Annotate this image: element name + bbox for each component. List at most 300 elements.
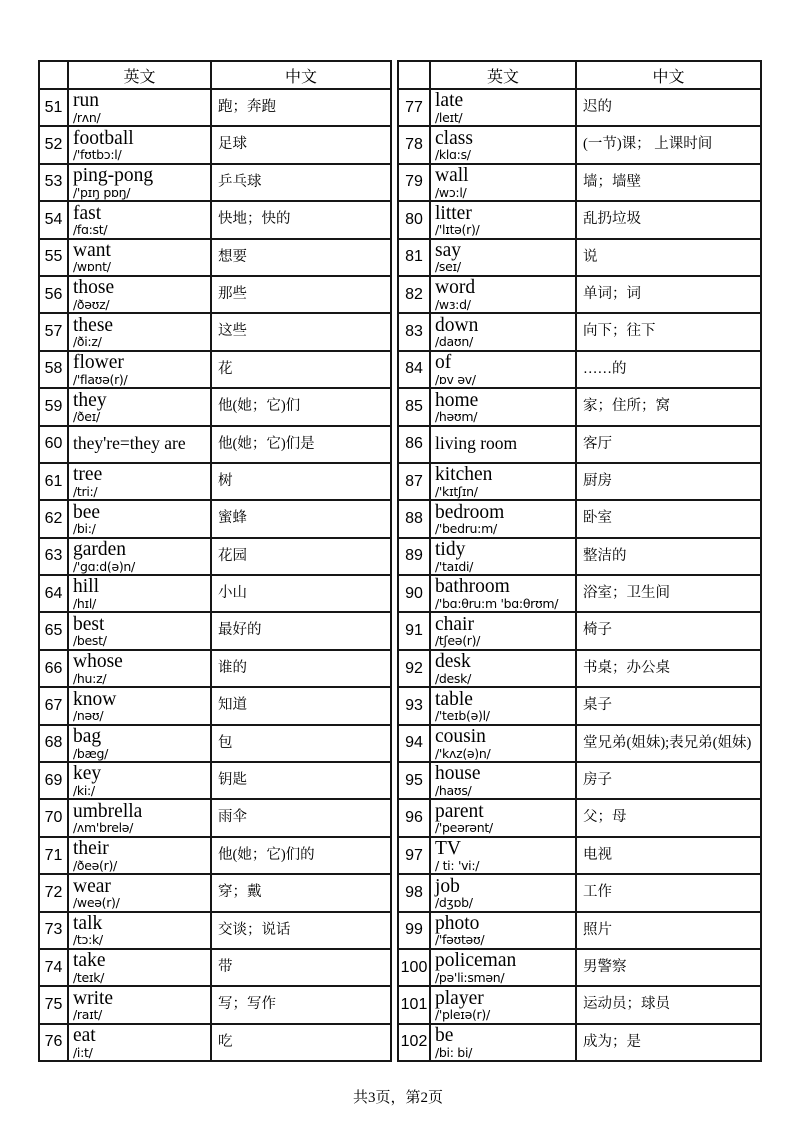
table-row <box>398 874 761 911</box>
row-number: 74 <box>39 949 68 986</box>
row-number: 88 <box>398 500 430 537</box>
table-row <box>39 575 391 612</box>
chinese-translation: 足球 <box>211 126 391 163</box>
row-number: 75 <box>39 986 68 1023</box>
english-word: write <box>73 987 114 1009</box>
english-word: garden <box>73 539 127 561</box>
table-row <box>398 1024 761 1061</box>
english-cell <box>430 837 576 874</box>
row-number: 52 <box>39 126 68 163</box>
header-chinese: 中文 <box>576 61 761 89</box>
english-word: run <box>73 90 99 112</box>
vocabulary-tables <box>38 60 762 1062</box>
english-word: know <box>73 688 117 710</box>
english-word: cousin <box>435 726 486 748</box>
chinese-translation: 成为；是 <box>576 1024 761 1061</box>
table-row <box>398 912 761 949</box>
phonetic-transcription: /rʌn/ <box>73 109 101 125</box>
english-cell <box>430 687 576 724</box>
english-word: of <box>435 352 452 374</box>
table-row <box>39 89 391 126</box>
table-row <box>39 650 391 687</box>
english-word: key <box>73 763 102 785</box>
header-chinese: 中文 <box>211 61 391 89</box>
chinese-translation: 花 <box>211 351 391 388</box>
english-cell <box>430 164 576 201</box>
chinese-translation: 快地；快的 <box>211 201 391 238</box>
english-cell <box>68 575 211 612</box>
chinese-translation: 雨伞 <box>211 799 391 836</box>
row-number: 62 <box>39 500 68 537</box>
table-row <box>398 89 761 126</box>
chinese-translation: (一节)课； 上课时间 <box>576 126 761 163</box>
table-row <box>39 201 391 238</box>
row-number: 51 <box>39 89 68 126</box>
english-cell <box>68 239 211 276</box>
phonetic-transcription: /ði:z/ <box>73 334 102 350</box>
table-row <box>398 351 761 388</box>
phonetic-transcription: /bæg/ <box>73 745 109 761</box>
english-word: their <box>73 838 109 860</box>
row-number: 98 <box>398 874 430 911</box>
chinese-translation: 交谈；说话 <box>211 912 391 949</box>
english-cell <box>68 276 211 313</box>
table-row <box>39 126 391 163</box>
table-row <box>398 725 761 762</box>
chinese-translation: 谁的 <box>211 650 391 687</box>
table-row <box>39 426 391 463</box>
phonetic-transcription: /wɒnt/ <box>73 259 111 275</box>
english-cell <box>68 538 211 575</box>
english-word: table <box>435 688 473 710</box>
english-cell <box>430 1024 576 1061</box>
english-cell <box>68 1024 211 1061</box>
chinese-translation: 带 <box>211 949 391 986</box>
english-cell <box>68 725 211 762</box>
chinese-translation: 堂兄弟(姐妹);表兄弟(姐妹) <box>576 725 761 762</box>
row-number: 93 <box>398 687 430 724</box>
chinese-translation: 小山 <box>211 575 391 612</box>
english-word: job <box>435 875 460 897</box>
row-number: 85 <box>398 388 430 425</box>
english-cell <box>430 126 576 163</box>
english-cell <box>68 612 211 649</box>
table-row <box>398 126 761 163</box>
chinese-translation: 他(她；它)们 <box>211 388 391 425</box>
table-row <box>39 500 391 537</box>
english-cell <box>430 276 576 313</box>
header-row <box>39 61 391 89</box>
phonetic-transcription: /ʌm'brelə/ <box>73 820 134 836</box>
table-row <box>398 463 761 500</box>
row-number: 57 <box>39 313 68 350</box>
row-number: 71 <box>39 837 68 874</box>
phonetic-transcription: /bi:/ <box>73 521 96 537</box>
row-number: 54 <box>39 201 68 238</box>
row-number: 99 <box>398 912 430 949</box>
row-number: 95 <box>398 762 430 799</box>
row-number: 83 <box>398 313 430 350</box>
table-row <box>398 687 761 724</box>
phonetic-transcription: /'bedru:m/ <box>435 521 497 537</box>
chinese-translation: 电视 <box>576 837 761 874</box>
table-row <box>39 276 391 313</box>
table-row <box>398 612 761 649</box>
english-cell <box>430 500 576 537</box>
phonetic-transcription: /'kɪtʃɪn/ <box>435 483 478 499</box>
phonetic-transcription: /daʊn/ <box>435 334 473 350</box>
phonetic-transcription: /desk/ <box>435 670 471 686</box>
english-cell <box>430 874 576 911</box>
chinese-translation: 吃 <box>211 1024 391 1061</box>
english-cell <box>68 650 211 687</box>
table-row <box>39 612 391 649</box>
english-word: down <box>435 314 479 336</box>
english-cell <box>68 164 211 201</box>
phonetic-transcription: /ðəʊz/ <box>73 296 110 312</box>
table-row <box>39 837 391 874</box>
phonetic-transcription: /'flaʊə(r)/ <box>73 371 128 387</box>
phonetic-transcription: /dʒɒb/ <box>435 895 473 911</box>
english-cell <box>68 426 211 463</box>
english-word: ping-pong <box>73 165 154 187</box>
chinese-translation: 向下；往下 <box>576 313 761 350</box>
row-number: 86 <box>398 426 430 463</box>
table-row <box>39 949 391 986</box>
phonetic-transcription: /raɪt/ <box>73 1007 102 1023</box>
english-word: whose <box>73 651 123 673</box>
header-english: 英文 <box>68 61 211 89</box>
chinese-translation: 父；母 <box>576 799 761 836</box>
english-word: TV <box>435 838 461 860</box>
english-cell <box>68 388 211 425</box>
english-word: parent <box>435 800 484 822</box>
table-row <box>398 201 761 238</box>
row-number: 73 <box>39 912 68 949</box>
row-number: 87 <box>398 463 430 500</box>
english-cell <box>430 650 576 687</box>
chinese-translation: 穿；戴 <box>211 874 391 911</box>
phonetic-transcription: /teɪk/ <box>73 969 105 985</box>
chinese-translation: 乱扔垃圾 <box>576 201 761 238</box>
row-number: 84 <box>398 351 430 388</box>
english-word: best <box>73 613 105 635</box>
phonetic-transcription: /wɔ:l/ <box>435 184 467 200</box>
english-cell <box>68 500 211 537</box>
table-row <box>39 912 391 949</box>
row-number: 78 <box>398 126 430 163</box>
row-number: 64 <box>39 575 68 612</box>
phonetic-transcription: /tri:/ <box>73 483 98 499</box>
english-word: photo <box>435 912 480 934</box>
row-number: 56 <box>39 276 68 313</box>
english-cell <box>430 201 576 238</box>
phonetic-transcription: /i:t/ <box>73 1044 93 1060</box>
table-row <box>39 1024 391 1061</box>
chinese-translation: 照片 <box>576 912 761 949</box>
english-word: class <box>435 127 473 149</box>
table-row <box>398 538 761 575</box>
chinese-translation: 写；写作 <box>211 986 391 1023</box>
english-word: bathroom <box>435 576 510 598</box>
row-number: 100 <box>398 949 430 986</box>
phonetic-transcription: /nəʊ/ <box>73 708 104 724</box>
english-word: be <box>435 1025 454 1047</box>
phonetic-transcription: /'fəʊtəʊ/ <box>435 932 485 948</box>
row-number: 67 <box>39 687 68 724</box>
phonetic-transcription: /weə(r)/ <box>73 895 120 911</box>
table-row <box>398 500 761 537</box>
row-number: 79 <box>398 164 430 201</box>
phonetic-transcription: /fɑ:st/ <box>73 222 108 238</box>
english-word: want <box>73 239 111 261</box>
row-number: 102 <box>398 1024 430 1061</box>
table-row <box>398 426 761 463</box>
phonetic-transcription: / ti: 'vi:/ <box>435 857 480 873</box>
phonetic-transcription: /hu:z/ <box>73 670 107 686</box>
english-word: litter <box>435 202 472 224</box>
table-row <box>39 351 391 388</box>
row-number: 70 <box>39 799 68 836</box>
english-cell <box>68 201 211 238</box>
english-cell <box>430 426 576 463</box>
vocab-table-left <box>38 60 392 1062</box>
table-row <box>39 986 391 1023</box>
table-row <box>398 276 761 313</box>
chinese-translation: 包 <box>211 725 391 762</box>
row-number: 69 <box>39 762 68 799</box>
phonetic-transcription: /leɪt/ <box>435 109 463 125</box>
chinese-translation: 家；住所；窝 <box>576 388 761 425</box>
phonetic-transcription: /ɒv əv/ <box>435 371 476 387</box>
table-row <box>39 463 391 500</box>
english-word: football <box>73 127 134 149</box>
row-number: 77 <box>398 89 430 126</box>
phonetic-transcription: /'fʊtbɔ:l/ <box>73 147 122 163</box>
english-word: hill <box>73 576 100 598</box>
row-number: 60 <box>39 426 68 463</box>
chinese-translation: 卧室 <box>576 500 761 537</box>
english-cell <box>430 725 576 762</box>
row-number: 94 <box>398 725 430 762</box>
row-number: 66 <box>39 650 68 687</box>
english-cell <box>430 313 576 350</box>
table-row <box>39 164 391 201</box>
chinese-translation: ……的 <box>576 351 761 388</box>
row-number: 61 <box>39 463 68 500</box>
english-cell <box>430 575 576 612</box>
english-cell <box>430 949 576 986</box>
table-row <box>398 650 761 687</box>
english-cell <box>430 463 576 500</box>
row-number: 76 <box>39 1024 68 1061</box>
table-row <box>398 799 761 836</box>
table-row <box>39 687 391 724</box>
chinese-translation: 厨房 <box>576 463 761 500</box>
english-word: player <box>435 987 484 1009</box>
english-cell <box>430 538 576 575</box>
chinese-translation: 钥匙 <box>211 762 391 799</box>
phonetic-transcription: /'bɑ:θru:m 'bɑ:θrʊm/ <box>435 595 559 611</box>
chinese-translation: 乒乓球 <box>211 164 391 201</box>
phonetic-transcription: /ki:/ <box>73 782 95 798</box>
english-word: umbrella <box>73 800 143 822</box>
english-word: late <box>435 90 464 112</box>
page-footer: 共3页，第2页 <box>352 1090 443 1106</box>
english-cell <box>430 388 576 425</box>
english-word: kitchen <box>435 464 493 486</box>
english-word: say <box>435 239 461 261</box>
english-cell <box>68 874 211 911</box>
english-cell <box>68 126 211 163</box>
row-number: 72 <box>39 874 68 911</box>
table-row <box>39 538 391 575</box>
english-word: living room <box>435 433 518 454</box>
english-word: bedroom <box>435 501 505 523</box>
row-number: 96 <box>398 799 430 836</box>
row-number: 80 <box>398 201 430 238</box>
chinese-translation: 树 <box>211 463 391 500</box>
table-row <box>39 725 391 762</box>
english-word: home <box>435 389 479 411</box>
english-cell <box>68 351 211 388</box>
english-cell <box>430 799 576 836</box>
english-word: tree <box>73 464 103 486</box>
english-word: wall <box>435 165 469 187</box>
phonetic-transcription: /'gɑ:d(ə)n/ <box>73 558 135 574</box>
chinese-translation: 书桌；办公桌 <box>576 650 761 687</box>
table-row <box>398 575 761 612</box>
english-cell <box>68 837 211 874</box>
english-cell <box>68 912 211 949</box>
chinese-translation: 他(她；它)们是 <box>211 426 391 463</box>
phonetic-transcription: /'pleɪə(r)/ <box>435 1007 490 1023</box>
row-number: 90 <box>398 575 430 612</box>
row-number: 81 <box>398 239 430 276</box>
table-row <box>398 313 761 350</box>
phonetic-transcription: /'pɪŋ pɒŋ/ <box>73 184 131 200</box>
chinese-translation: 这些 <box>211 313 391 350</box>
chinese-translation: 椅子 <box>576 612 761 649</box>
english-cell <box>430 912 576 949</box>
header-english: 英文 <box>430 61 576 89</box>
table-row <box>39 388 391 425</box>
english-word: bag <box>73 726 102 748</box>
english-word: tidy <box>435 539 466 561</box>
english-cell <box>430 762 576 799</box>
chinese-translation: 男警察 <box>576 949 761 986</box>
chinese-translation: 说 <box>576 239 761 276</box>
english-cell <box>68 986 211 1023</box>
english-word: they're=they are <box>73 433 186 454</box>
phonetic-transcription: /'teɪb(ə)l/ <box>435 708 490 724</box>
chinese-translation: 最好的 <box>211 612 391 649</box>
chinese-translation: 工作 <box>576 874 761 911</box>
phonetic-transcription: /ðeɪ/ <box>73 409 100 424</box>
table-row <box>398 388 761 425</box>
table-row <box>398 837 761 874</box>
english-word: fast <box>73 202 102 224</box>
phonetic-transcription: /'peərənt/ <box>435 820 493 836</box>
table-row <box>398 762 761 799</box>
english-cell <box>430 351 576 388</box>
english-word: desk <box>435 651 471 673</box>
english-word: they <box>73 389 107 411</box>
row-number: 68 <box>39 725 68 762</box>
chinese-translation: 迟的 <box>576 89 761 126</box>
chinese-translation: 想要 <box>211 239 391 276</box>
phonetic-transcription: /'kʌz(ə)n/ <box>435 745 491 761</box>
row-number: 89 <box>398 538 430 575</box>
chinese-translation: 花园 <box>211 538 391 575</box>
row-number: 101 <box>398 986 430 1023</box>
english-word: chair <box>435 613 474 635</box>
chinese-translation: 跑；奔跑 <box>211 89 391 126</box>
row-number: 58 <box>39 351 68 388</box>
header-row <box>398 61 761 89</box>
row-number: 97 <box>398 837 430 874</box>
row-number: 65 <box>39 612 68 649</box>
english-cell <box>68 762 211 799</box>
vocab-table-right <box>397 60 762 1062</box>
table-row <box>39 239 391 276</box>
english-word: policeman <box>435 950 517 972</box>
chinese-translation: 单词；词 <box>576 276 761 313</box>
table-row <box>39 799 391 836</box>
chinese-translation: 整洁的 <box>576 538 761 575</box>
phonetic-transcription: /wɜ:d/ <box>435 296 471 312</box>
chinese-translation: 客厅 <box>576 426 761 463</box>
row-number: 59 <box>39 388 68 425</box>
english-cell <box>68 799 211 836</box>
phonetic-transcription: /bi: bi/ <box>435 1044 473 1060</box>
table-row <box>398 164 761 201</box>
table-row <box>39 313 391 350</box>
english-word: take <box>73 950 106 972</box>
header-number-cell <box>398 61 430 89</box>
english-word: bee <box>73 501 101 523</box>
chinese-translation: 那些 <box>211 276 391 313</box>
english-cell <box>430 239 576 276</box>
chinese-translation: 墙；墙壁 <box>576 164 761 201</box>
row-number: 63 <box>39 538 68 575</box>
table-row <box>398 239 761 276</box>
phonetic-transcription: /tɔ:k/ <box>73 932 103 948</box>
table-row <box>398 949 761 986</box>
row-number: 53 <box>39 164 68 201</box>
phonetic-transcription: /'lɪtə(r)/ <box>435 222 480 238</box>
chinese-translation: 知道 <box>211 687 391 724</box>
row-number: 91 <box>398 612 430 649</box>
header-number-cell <box>39 61 68 89</box>
english-word: word <box>435 277 476 299</box>
english-word: talk <box>73 912 103 934</box>
phonetic-transcription: /best/ <box>73 633 107 649</box>
table-row <box>39 762 391 799</box>
phonetic-transcription: /hɪl/ <box>73 595 96 611</box>
phonetic-transcription: /klɑ:s/ <box>435 147 471 163</box>
phonetic-transcription: /həʊm/ <box>435 409 478 424</box>
english-cell <box>68 949 211 986</box>
english-word: eat <box>73 1025 96 1047</box>
phonetic-transcription: /ðeə(r)/ <box>73 857 117 873</box>
english-word: these <box>73 314 114 336</box>
english-cell <box>68 463 211 500</box>
english-cell <box>68 687 211 724</box>
phonetic-transcription: /tʃeə(r)/ <box>435 633 481 649</box>
phonetic-transcription: /pə'li:smən/ <box>435 969 505 985</box>
english-cell <box>430 89 576 126</box>
